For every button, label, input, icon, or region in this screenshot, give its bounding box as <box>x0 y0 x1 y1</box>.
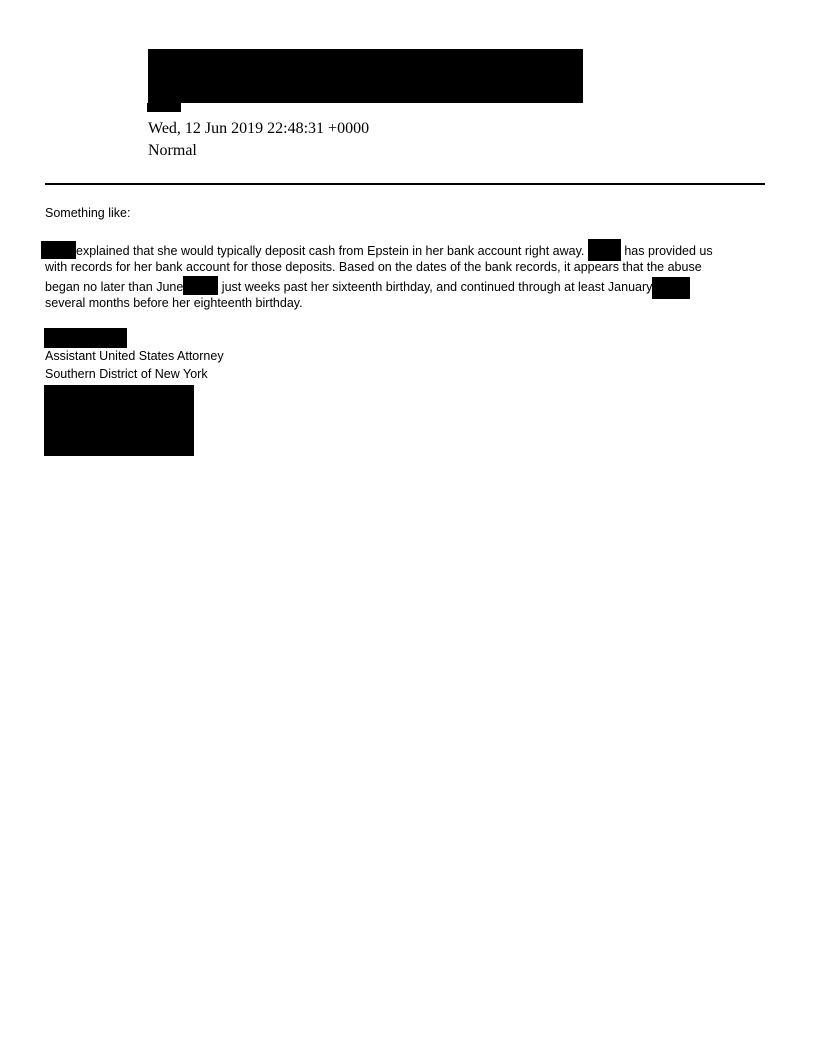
contact-info-redaction <box>44 385 194 456</box>
body-line-2: with records for her bank account for those deposits. Based on the dates of the bank records, it appears that the abuse <box>45 260 702 274</box>
subject-redaction <box>147 103 181 112</box>
signer-name-redaction <box>44 328 127 348</box>
year-redaction <box>652 277 690 299</box>
from-to-redaction <box>148 49 583 103</box>
body-line-1a: explained that she would typically deposit cash from Epstein in her bank account right away. <box>76 244 585 258</box>
body-line-3a: began no later than June <box>45 280 184 294</box>
header-divider <box>45 183 765 185</box>
signature-office: Southern District of New York <box>45 367 208 381</box>
year-redaction <box>183 276 218 295</box>
importance-value: Normal <box>148 142 197 159</box>
body-line-1b: has provided us <box>624 244 713 258</box>
date-value: Wed, 12 Jun 2019 22:48:31 +0000 <box>148 120 370 137</box>
body-intro: Something like: <box>45 206 131 220</box>
body-line-4: several months before her eighteenth birthday. <box>45 296 303 310</box>
signature-title: Assistant United States Attorney <box>45 349 224 363</box>
name-redaction <box>41 241 76 259</box>
body-line-3b: just weeks past her sixteenth birthday, and continued through at least January <box>221 280 653 294</box>
